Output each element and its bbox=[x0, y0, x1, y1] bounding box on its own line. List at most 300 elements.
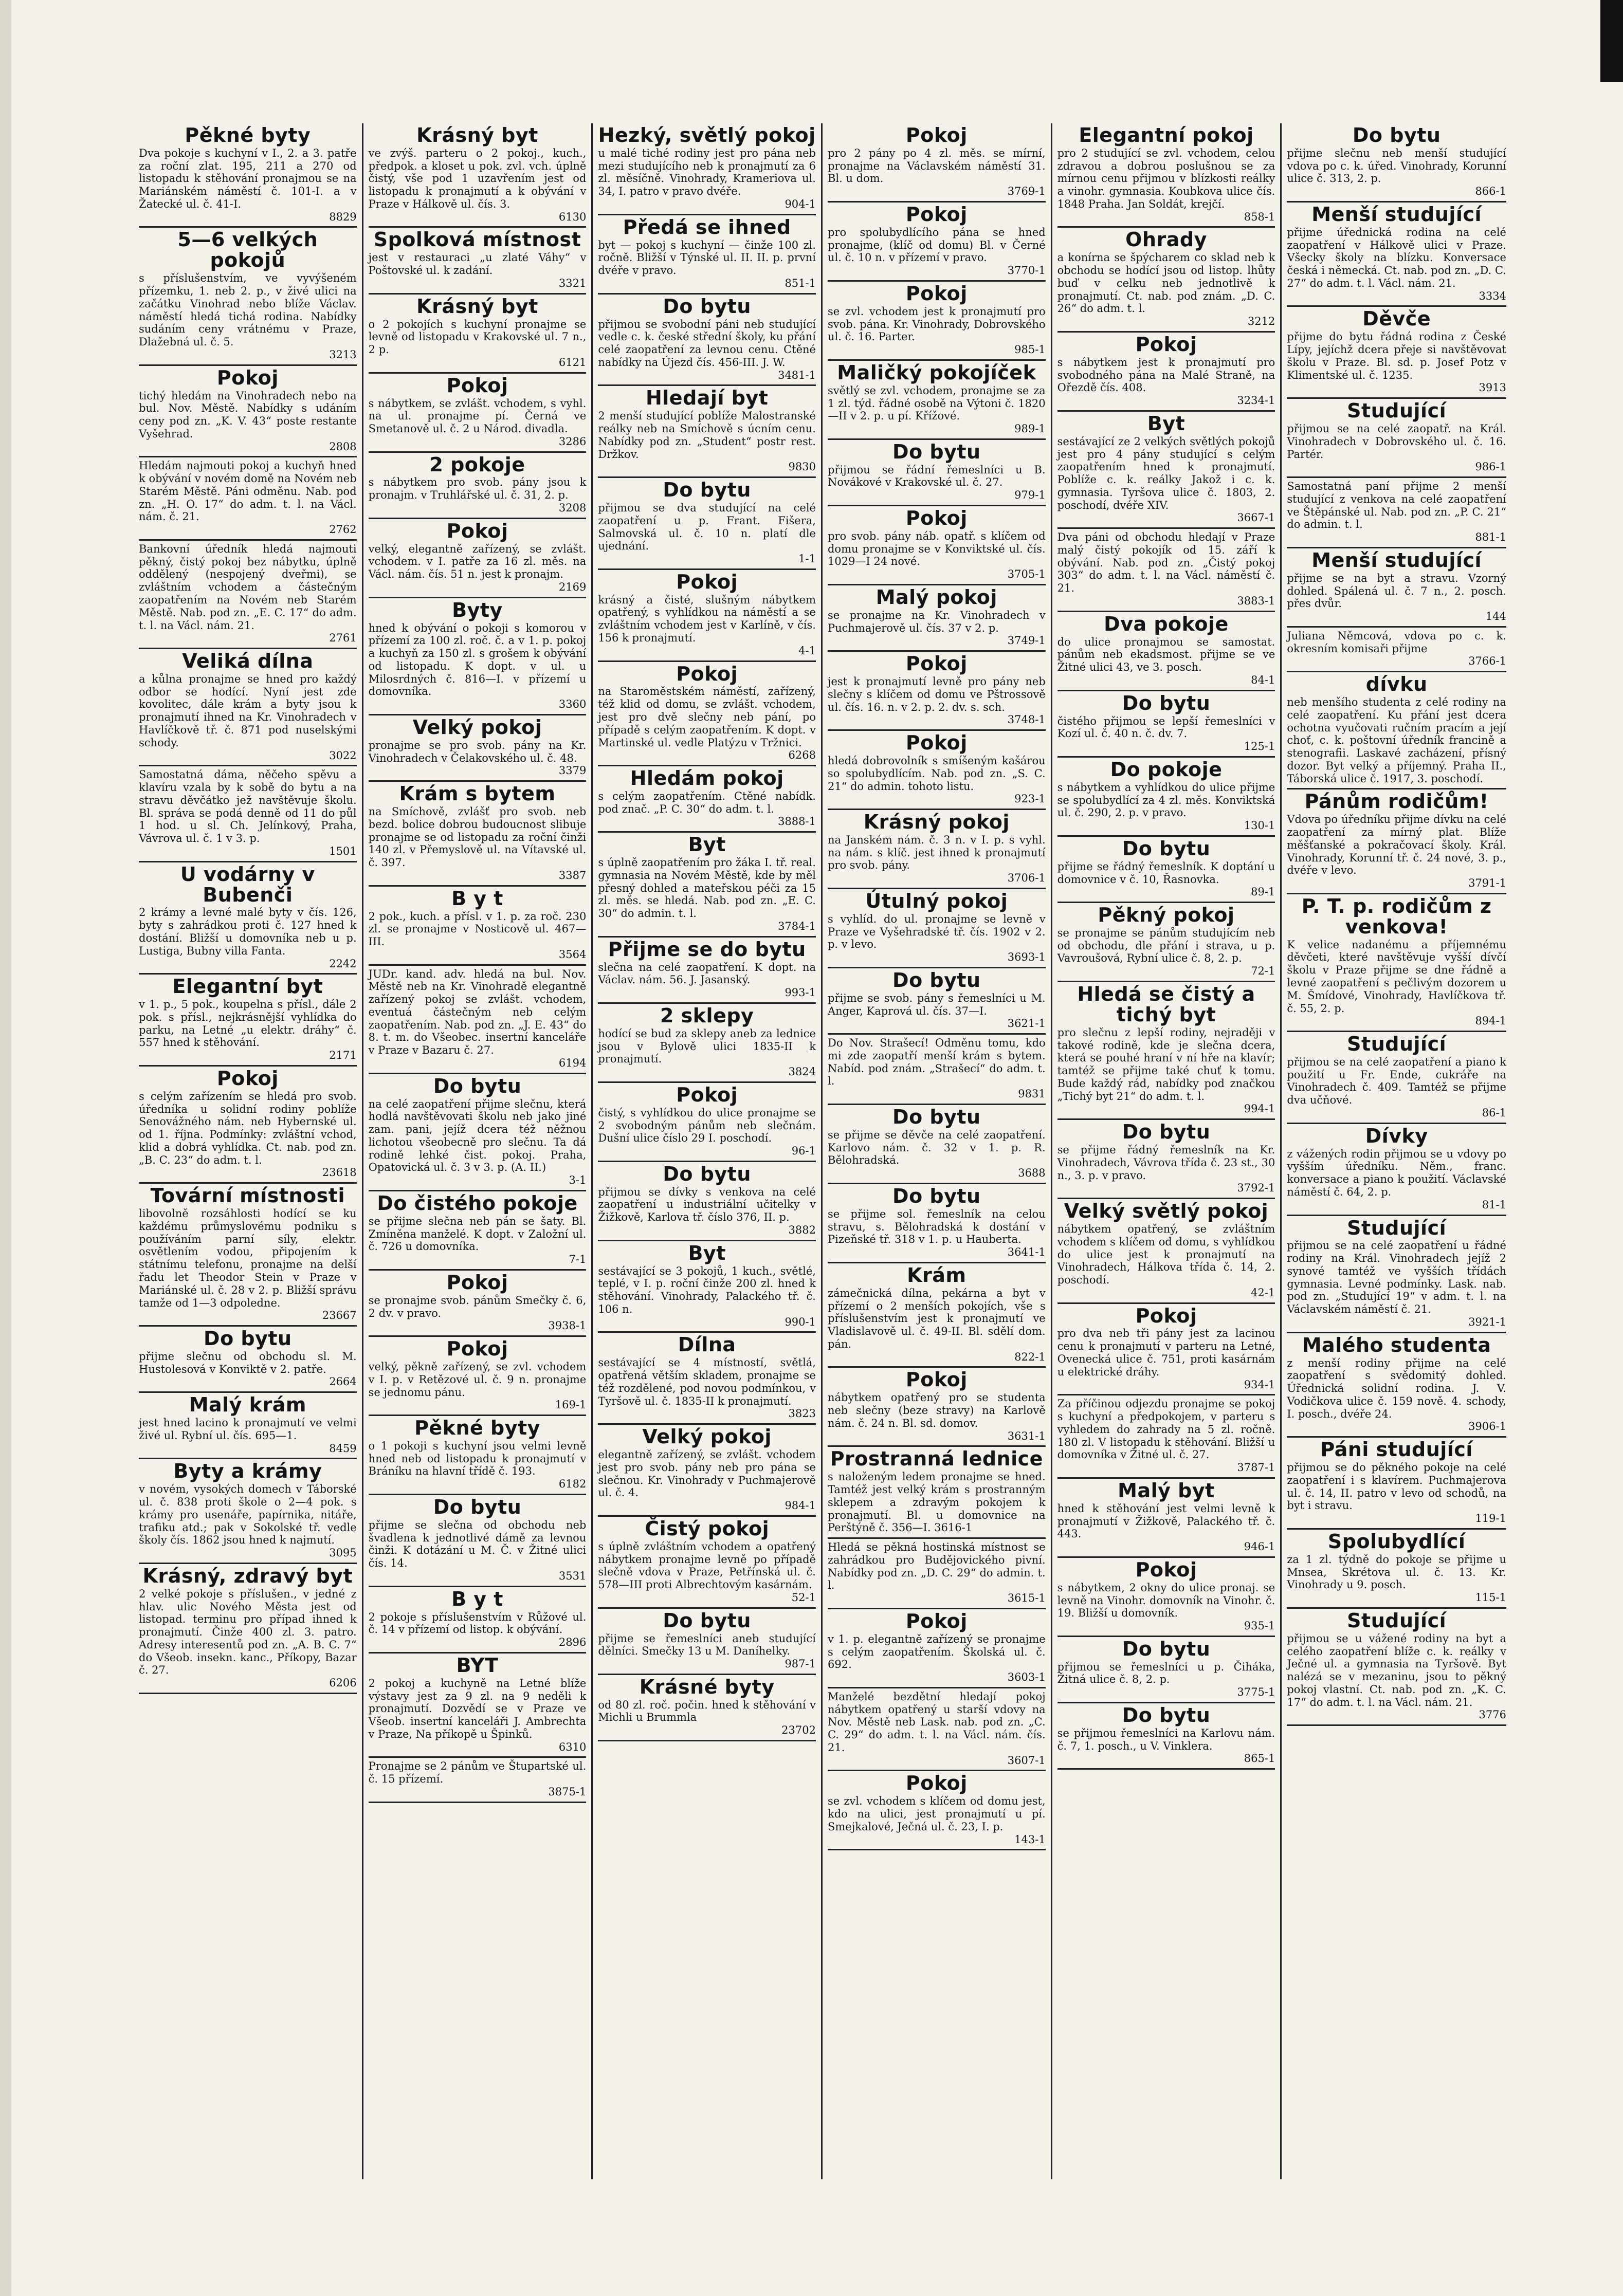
ad-code: 130-1 bbox=[1244, 819, 1275, 832]
ad-headline: Menší studující bbox=[1311, 203, 1482, 226]
ad-code: 3615-1 bbox=[1007, 1592, 1046, 1605]
classified-ad bbox=[1287, 894, 1506, 1032]
ad-headline: Velký světlý pokoj bbox=[1064, 1200, 1269, 1223]
ad-text: 2 krámy a levné malé byty v čís. 126, byty s zahrádkou proti č. 127 hned k dostání. Bližší u domovníka neb u p. Lustiga, Bubny villa Fanta. bbox=[139, 906, 357, 957]
classified-ad bbox=[369, 966, 587, 1074]
ad-code: 3688 bbox=[1018, 1167, 1046, 1180]
ad-headline: Děvče bbox=[1362, 307, 1431, 330]
classified-ad bbox=[369, 374, 587, 453]
ad-headline: Krásný byt bbox=[416, 295, 538, 318]
classified-ad bbox=[1057, 982, 1275, 1120]
ad-text: s nábytkem pro svob. pány jsou k pronajm. v Truhlářské ul. č. 31, 2. p. bbox=[368, 476, 587, 502]
ad-headline: Do bytu bbox=[433, 1496, 522, 1519]
ad-headline: Pěkné byty bbox=[185, 124, 311, 146]
classified-ad bbox=[1057, 1304, 1275, 1396]
ad-headline: Maličký pokojíček bbox=[837, 361, 1036, 384]
ad-headline: Předá se ihned bbox=[623, 215, 791, 238]
classified-ad bbox=[828, 1184, 1046, 1263]
classified-ad bbox=[828, 1688, 1046, 1772]
classified-ad bbox=[828, 361, 1046, 440]
ad-code: 935-1 bbox=[1244, 1620, 1275, 1632]
ad-headline: Hledám pokoj bbox=[630, 767, 784, 790]
classified-ad bbox=[828, 1771, 1046, 1850]
ad-headline: Pokoj bbox=[905, 1609, 968, 1632]
classified-ad bbox=[1287, 1124, 1506, 1216]
ad-code: 6130 bbox=[558, 210, 587, 223]
ad-text: s nábytkem, se zvlášt. vchodem, s vyhl. na ul. pronajme pí. Černá ve Smetanově ul. č. 2 u Národ. divadla. bbox=[368, 397, 587, 435]
ad-text: přijmou se svobodní páni neb studující vedle c. k. české střední školy, ku přání celé zaopatření za levnou cenu. Ctěné nabídky na Újezd čís. 456-III. J. W. bbox=[598, 318, 816, 369]
classified-ad bbox=[828, 1609, 1046, 1688]
classified-ad bbox=[1287, 399, 1506, 478]
ad-text: krásný a čisté, slušným nábytkem opatřený, s vyhlídkou na náměstí a se zvláštním vchodem jest v Karlíně, v čís. 156 k pronajmutí. bbox=[598, 593, 816, 645]
ad-code: 3770-1 bbox=[1007, 264, 1046, 277]
classified-ad bbox=[369, 1191, 587, 1271]
ad-code: 3883-1 bbox=[1237, 595, 1275, 607]
classified-ad bbox=[1057, 412, 1275, 529]
classified-ad bbox=[828, 652, 1046, 731]
ad-code: 3321 bbox=[558, 277, 587, 289]
ad-code: 3607-1 bbox=[1007, 1754, 1046, 1767]
classified-ad bbox=[1287, 123, 1506, 203]
ad-headline: Pokoj bbox=[905, 652, 968, 675]
classified-ad bbox=[828, 968, 1046, 1035]
classified-ad bbox=[1057, 1479, 1275, 1558]
ad-text: Juliana Němcová, vdova po c. k. okresním komisaři přijme bbox=[1287, 629, 1506, 655]
classified-ad bbox=[1287, 1216, 1506, 1333]
ad-headline: Byt bbox=[688, 833, 726, 856]
ad-code: 987-1 bbox=[785, 1658, 816, 1670]
ad-code: 993-1 bbox=[785, 986, 816, 999]
ad-column-4 bbox=[823, 123, 1052, 2179]
ad-text: nábytkem opatřený, se zvláštním vchodem s klíčem od domu, s vyhlídkou do ulice jest k pronajmutí na Vinohradech, Hálkova třída č. 14, 2. poschodí. bbox=[1057, 1222, 1275, 1287]
ad-text: čistého přijmou se lepší řemeslníci v Kozí ul. č. 40 n. č. dv. 7. bbox=[1057, 714, 1275, 740]
ad-text: přijmou se u vážené rodiny na byt a celého zaopatření blíže c. k. reálky v Ječné ul. a gymnasia na Tyršově. Byt nalézá se v mezaninu, jsou to pěkný pokoj vlastní. Ct. nab. pod zn. „K. C. 17“ do adm. t. l. na Václ. nám. 21. bbox=[1287, 1632, 1506, 1709]
ad-code: 3667-1 bbox=[1237, 511, 1275, 524]
ad-headline: Do bytu bbox=[204, 1327, 292, 1350]
ad-headline: 5—6 velkých pokojů bbox=[177, 228, 318, 272]
classified-ad bbox=[1057, 758, 1275, 837]
ad-code: 81-1 bbox=[1482, 1198, 1506, 1211]
ad-headline: Pokoj bbox=[216, 1067, 279, 1090]
classified-ad bbox=[828, 506, 1046, 585]
classified-ad bbox=[828, 440, 1046, 506]
ad-column-3 bbox=[593, 123, 823, 2179]
ad-code: 2761 bbox=[329, 632, 357, 645]
ad-text: u malé tiché rodiny jest pro pána neb mezi studujícího neb k pronajmutí za 6 zl. měsíčně. Vinohrady, Krameriova ul. 34, I. patro v pravo dvéře. bbox=[598, 146, 816, 198]
ad-text: přijme slečnu od obchodu sl. M. Hustolesová v Konviktě v 2. patře. bbox=[139, 1350, 357, 1375]
ad-text: 2 pok., kuch. a přísl. v 1. p. za roč. 230 zl. se pronajme v Nosticově ul. 467—III. bbox=[368, 910, 587, 948]
classified-ad bbox=[369, 228, 587, 294]
ad-text: Samostatná dáma, něčeho spěvu a klavíru vzala by k sobě do bytu a na stravu děvčátko jež navštěvuje školu. Bl. správa se podá denně od 11 do půl 1 hod. u sl. Ch. Jelínkový, Praha, Vávrova ul. č. 1 v 3. p. bbox=[139, 768, 357, 845]
ad-text: s vyhlíd. do ul. pronajme se levně v Praze ve Vyšehradské tř. čís. 1902 v 2. p. v levo. bbox=[827, 912, 1046, 951]
ad-code: 3481-1 bbox=[778, 369, 816, 381]
ad-headline: Prostranná lednice bbox=[830, 1447, 1043, 1471]
classified-ad bbox=[139, 1327, 357, 1393]
ad-text: na celé zaopatření přijme slečnu, která hodlá navštěvovati školu neb jako jiné zam. pani, jejíž dcera též něžnou lichotou všeobecně pro slečnu. Ta dá rodině lehké čist. pokoj. Praha, Opatovická ul. č. 3 v 3. p. (A. II.) bbox=[368, 1097, 587, 1174]
ad-headline: BYT bbox=[456, 1654, 499, 1677]
ad-text: se přijme sol. řemeslník na celou stravu, s. Bělohradská k dostání v Pizeňské tř. 318 v 1. p. u Hauberta. bbox=[827, 1207, 1046, 1246]
ad-code: 3792-1 bbox=[1237, 1182, 1275, 1195]
ad-text: a kůlna pronajme se hned pro každý odbor se hodící. Nyní jest zde kovolitec, dále krám a byty jsou k pronajmutí ihned na Kr. Vinohradech v Havlíčkově tř. č. 871 pod nuselskými schody. bbox=[139, 672, 357, 749]
ad-text: přijme se řádný řemeslník. K doptání u domovnice v č. 10, Řasnovka. bbox=[1057, 860, 1275, 886]
ad-text: přijmou se řemeslníci u p. Čiháka, Žitná ulice č. 8, 2. p. bbox=[1057, 1660, 1275, 1686]
ad-code: 2762 bbox=[329, 523, 357, 536]
ad-code: 3769-1 bbox=[1007, 185, 1046, 198]
ad-text: z vážených rodin přijmou se u vdovy po vyšším úředníku. Něm., franc. konversace a piano k použití. Václavské náměstí č. 64, 2. p. bbox=[1287, 1147, 1506, 1198]
ad-text: s nábytkem jest k pronajmutí pro svobodného pána na Malé Straně, na Ořezdě čís. 408. bbox=[1057, 356, 1275, 394]
ad-text: Manželé bezdětní hledají pokoj nábytkem opatřený u starší vdovy na Nov. Městě neb Lask. nab. pod zn. „C. C. 29“ do adm. t. l. na Václ. nám. čís. 21. bbox=[827, 1690, 1046, 1754]
ad-headline: Pánům rodičům! bbox=[1304, 790, 1489, 813]
ad-code: 6194 bbox=[558, 1056, 587, 1069]
ad-text: se pronajme na Kr. Vinohradech v Puchmajerově ul. čís. 37 v 2. p. bbox=[827, 609, 1046, 634]
classified-ad bbox=[139, 862, 357, 975]
ad-text: Za příčinou odjezdu pronajme se pokoj s kuchyní a předpokojem, v parteru s vyhledem do zahrady na 5 zl. ročně. 180 zl. V listopadu k stěhování. Bližší u domovníka v Žitné ul. č. 27. bbox=[1057, 1398, 1275, 1461]
ad-headline: Pokoj bbox=[905, 731, 968, 755]
classified-ad bbox=[598, 570, 816, 662]
ad-text: na Staroměstském náměstí, zařízený, též klid od domu, se zvlášt. vchodem, jest pro dvě slečny neb pání, po případě s celým zaopatřením. K dopt. v Martinské ul. vedle Platýzu v Tržnici. bbox=[598, 685, 816, 749]
ad-headline: Pokoj bbox=[905, 507, 968, 529]
ad-code: 6121 bbox=[558, 356, 587, 369]
ad-code: 3748-1 bbox=[1007, 713, 1046, 726]
classified-ad bbox=[1057, 333, 1275, 412]
ad-headline: Do bytu bbox=[663, 295, 751, 318]
ad-text: s úplně zaopatřením pro žáka I. tř. real. gymnasia na Novém Městě, kde by měl přesný dohled a mateřskou péči za 15 zl. měs. se hledá. Nab. pod zn. „E. C. 30“ do admin. t. l. bbox=[598, 856, 816, 920]
ad-text: Hledá se pěkná hostinská místnost se zahrádkou pro Budějovického pivní. Nabídky pod zn. „D. C. 29“ do admin. t. l. bbox=[827, 1541, 1046, 1592]
ad-code: 86-1 bbox=[1482, 1107, 1506, 1119]
ad-text: Dva pokoje s kuchyní v I., 2. a 3. patře za roční zlat. 195, 211 a 270 od listopadu k stěhování pronajmou se na Mariánském náměstí č. 101-I. a v Žatecké ul. č. 41-I. bbox=[139, 146, 357, 210]
ad-headline: Byt bbox=[688, 1241, 726, 1264]
ad-text: se přijme řádný řemeslník na Kr. Vinohradech, Vávrova třída č. 23 st., 30 n., 3. p. v pravo. bbox=[1057, 1144, 1275, 1182]
ad-headline: Do bytu bbox=[892, 1184, 981, 1207]
ad-text: pro 2 studující se zvl. vchodem, celou zdravou a dobrou poslušnou se za mírnou cenu přijmou v blízkosti reálky a vinohr. gymnasia. Koubkova ulice čís. 1848 Praha. Jan Soldát, krejčí. bbox=[1057, 146, 1275, 210]
ad-text: světlý se zvl. vchodem, pronajme se za 1 zl. týd. řádné osobě na Výtoni č. 1820—II v 2. p. u pí. Křížové. bbox=[827, 384, 1046, 423]
ad-headline: Do bytu bbox=[663, 1162, 751, 1185]
ad-headline: Krám bbox=[907, 1263, 966, 1287]
ad-headline: Pokoj bbox=[1135, 1304, 1197, 1327]
ad-code: 144 bbox=[1485, 610, 1506, 623]
ad-code: 3693-1 bbox=[1007, 951, 1046, 964]
ad-code: 3775-1 bbox=[1237, 1686, 1275, 1699]
ad-headline: Útulný pokoj bbox=[865, 890, 1008, 912]
ad-headline: dívku bbox=[1365, 673, 1428, 696]
classified-ad bbox=[139, 366, 357, 458]
ad-code: 3286 bbox=[558, 435, 587, 448]
ad-text: hodící se bud za sklepy aneb za lednice jsou v Bylově ulici 1835-II k pronajmutí. bbox=[598, 1027, 816, 1066]
classified-ad bbox=[828, 1105, 1046, 1184]
ad-text: v 1. p., 5 pok., koupelna s přísl., dále 2 pok. s přísl., nejkrásnější vyhlídka do parku, na Letné „u elektr. dráhy“ č. 557 hned k stěhování. bbox=[139, 998, 357, 1049]
ad-code: 881-1 bbox=[1475, 531, 1506, 544]
classified-ad bbox=[828, 1035, 1046, 1105]
ad-headline: Menší studující bbox=[1311, 548, 1482, 572]
ad-text: na Janském nám. č. 3 n. v I. p. s vyhl. na nám. s klíč. jest ihned k pronajmutí pro svob. pány. bbox=[827, 833, 1046, 872]
ad-text: 2 velké pokoje s příslušen., v jedné z hlav. ulic Nového Města jest od listopad. terminu pro případ ihned k pronajmutí. Činže 400 zl. 3. patro. Adresy interesentů pod zn. „A. B. C. 7“ do Všeob. insekn. kanc., Příkopy, Bazar č. 27. bbox=[139, 1587, 357, 1677]
classified-ad bbox=[828, 1447, 1046, 1539]
ad-code: 3208 bbox=[558, 502, 587, 514]
ad-text: přijmou se do pěkného pokoje na celé zaopatření i s klavírem. Puchmajerova ul. č. 14, II. patro v levo od schodů, na byt i stravu. bbox=[1287, 1461, 1506, 1512]
classified-ad bbox=[598, 662, 816, 766]
ad-code: 3913 bbox=[1479, 381, 1506, 394]
ad-headline: Pokoj bbox=[905, 1772, 968, 1795]
ad-text: velký, pěkně zařízený, se zvl. vchodem v I. p. v Retězové ul. č. 9 n. pronajme se jednomu pánu. bbox=[368, 1361, 587, 1399]
ad-headline: Do bytu bbox=[663, 479, 751, 502]
ad-code: 894-1 bbox=[1475, 1015, 1506, 1027]
ad-code: 3334 bbox=[1479, 289, 1506, 302]
classified-ad bbox=[1057, 1199, 1275, 1303]
ad-text: přijme se svob. pány s řemeslníci u M. Anger, Kaprová ul. čís. 37—I. bbox=[827, 991, 1046, 1017]
ad-code: 9830 bbox=[788, 461, 816, 473]
ad-code: 3776 bbox=[1479, 1709, 1506, 1721]
ad-headline: Elegantní pokoj bbox=[1079, 124, 1254, 146]
ad-text: libovolně rozsáhlosti hodící se ku každému průmyslovému podniku s používáním parní síly, elektr. osvětlením vodou, připojením k státnímu telefonu, pronajme na delší řadu let Theodor Stein v Praze v Mariánské ul. č. 28 v 2. p. Bližší správu tamže od 1—3 odpoledne. bbox=[139, 1207, 357, 1309]
ad-headline: Dívky bbox=[1365, 1124, 1428, 1147]
classified-ad bbox=[828, 203, 1046, 282]
classified-ad bbox=[139, 228, 357, 365]
classified-ad bbox=[369, 519, 587, 598]
ad-headline: Ohrady bbox=[1125, 228, 1207, 251]
ad-headline: Do bytu bbox=[433, 1074, 522, 1097]
ad-code: 4-1 bbox=[798, 644, 816, 657]
ad-headline: Hledají byt bbox=[645, 387, 769, 410]
ad-headline: Pěkné byty bbox=[414, 1417, 540, 1440]
ad-code: 52-1 bbox=[791, 1591, 816, 1604]
ad-headline: Přijme se do bytu bbox=[608, 938, 806, 961]
ad-headline: Do bytu bbox=[1122, 1121, 1211, 1144]
ad-text: hned k stěhování jest velmi levně k pronajmutí v Žižkově, Palackého tř. č. 443. bbox=[1057, 1502, 1275, 1540]
classified-ad bbox=[598, 1517, 816, 1609]
ad-headline: Pěkný pokoj bbox=[1098, 904, 1235, 927]
ad-headline: Krásný, zdravý byt bbox=[142, 1564, 353, 1587]
ad-code: 42-1 bbox=[1251, 1286, 1275, 1299]
classified-ad bbox=[598, 833, 816, 937]
ad-headline: Do pokoje bbox=[1110, 758, 1223, 781]
ad-code: 822-1 bbox=[1014, 1350, 1046, 1363]
ad-code: 3095 bbox=[329, 1547, 357, 1559]
ad-code: 23667 bbox=[322, 1309, 357, 1322]
classified-ad bbox=[598, 123, 816, 215]
classified-ad bbox=[369, 1416, 587, 1495]
classified-ad bbox=[139, 1184, 357, 1327]
ad-headline: Studující bbox=[1347, 1216, 1447, 1239]
ad-text: byt — pokoj s kuchyní — činže 100 zl. ročně. Bližší v Týnské ul. II. II. p. první dvéře v pravo. bbox=[598, 238, 816, 277]
ad-code: 1501 bbox=[329, 844, 357, 857]
ad-code: 6310 bbox=[558, 1740, 587, 1753]
ad-headline: Pokoj bbox=[676, 1083, 738, 1106]
ad-headline: Do bytu bbox=[892, 1105, 981, 1128]
ad-text: elegantně zařízený, se zvlášt. vchodem jest pro svob. pány neb pro pána se slečnou. Kr. Vinohrady v Puchmajerově ul. č. 4. bbox=[598, 1448, 816, 1499]
ad-text: 2 pokoj a kuchyně na Letné blíže výstavy jest za 9 zl. na 9 neděli k pronajmutí. Dozvědí se v Praze ve Všeob. insertní kanceláři J. Ambrechta v Praze, Na příkopě u Špinků. bbox=[368, 1677, 587, 1740]
ad-text: sestávající se 3 pokojů, 1 kuch., světlé, teplé, v I. p. roční činže 200 zl. hned k stěhování. Vinohrady, Palackého tř. č. 106 n. bbox=[598, 1264, 816, 1315]
ad-text: o 1 pokoji s kuchyní jsou velmi levně hned neb od listopadu k pronajmutí v Bráníku na hlavní třídě č. 193. bbox=[368, 1439, 587, 1478]
classified-ad bbox=[828, 585, 1046, 652]
ad-code: 2664 bbox=[329, 1375, 357, 1388]
ad-code: 2171 bbox=[329, 1049, 357, 1062]
ad-text: jest hned lacino k pronajmutí ve velmi živé ul. Rybní ul. čís. 695—1. bbox=[139, 1417, 357, 1442]
ad-headline: Do bytu bbox=[1352, 124, 1441, 146]
ad-text: se přijme se děvče na celé zaopatření. Karlovo nám. č. 32 v 1. p. R. Bělohradská. bbox=[827, 1128, 1046, 1167]
ad-column-2 bbox=[363, 123, 593, 2179]
classified-ad bbox=[369, 123, 587, 228]
ad-headline: Do bytu bbox=[1122, 1703, 1211, 1726]
classified-ad bbox=[828, 282, 1046, 361]
ad-text: hned k obývání o pokoji s komorou v přízemí za 100 zl. roč. č. a v 1. p. pokoj a kuchyň za 150 zl. s grošem k obývání od listopadu. K dopt. v ul. u Milosrdných č. 816—I. v přízemí u domovníka. bbox=[368, 621, 587, 698]
ad-headline: Pokoj bbox=[446, 1337, 508, 1361]
ad-code: 3705-1 bbox=[1007, 568, 1046, 581]
classified-ad bbox=[598, 1609, 816, 1675]
ad-code: 946-1 bbox=[1244, 1540, 1275, 1553]
ad-headline: Veliká dílna bbox=[182, 650, 314, 673]
classified-ad bbox=[1287, 478, 1506, 548]
ad-code: 3603-1 bbox=[1007, 1671, 1046, 1684]
classified-ad bbox=[1287, 628, 1506, 672]
ad-headline: Do bytu bbox=[1122, 691, 1211, 714]
ad-text: Do Nov. Strašecí! Odměnu tomu, kdo mi zde zaopatří menší krám s bytem. Nabíd. pod znám. „Strašecí“ do adm. t. l. bbox=[827, 1037, 1046, 1088]
ad-text: pro spolubydlícího pána se hned pronajme, (klíč od domu) Bl. v Černé ul. č. 10 n. v přízemí v pravo. bbox=[827, 226, 1046, 264]
classified-ad bbox=[369, 295, 587, 374]
ad-headline: Hezký, světlý pokoj bbox=[598, 124, 816, 146]
classified-ad bbox=[1287, 203, 1506, 307]
ad-text: v novém, vysokých domech v Táborské ul. č. 838 proti škole o 2—4 pok. s krámy pro usenáře, papírnika, nitáře, trafiku atd.; pak v Sokolské tř. vedle školy čís. 1862 jsou hned k najmutí. bbox=[139, 1483, 357, 1547]
classified-ad bbox=[139, 123, 357, 228]
classified-ad bbox=[369, 1587, 587, 1654]
ad-text: nábytkem opatřený pro se studenta neb slečny (beze stravy) na Karlově nám. č. 24 n. Bl. sd. domov. bbox=[827, 1391, 1046, 1429]
classified-ad bbox=[139, 1393, 357, 1459]
ad-code: 3882 bbox=[788, 1223, 816, 1236]
ad-headline: Malý pokoj bbox=[876, 585, 997, 609]
ad-code: 989-1 bbox=[1014, 423, 1046, 435]
classified-ad bbox=[598, 938, 816, 1004]
ad-text: za 1 zl. týdně do pokoje se přijme u Mnsea, Skrétova ul. č. 13. Kr. Vinohrady u 9. posch. bbox=[1287, 1553, 1506, 1591]
classified-ad bbox=[369, 1337, 587, 1416]
ad-code: 2169 bbox=[558, 580, 587, 593]
ad-code: 2896 bbox=[558, 1636, 587, 1649]
ad-text: pronajme se pro svob. pány na Kr. Vinohradech v Čelakovského ul. č. 48. bbox=[368, 739, 587, 764]
ad-text: přijmou se dva studující na celé zaopatření u p. Frant. Fišera, Salmovská ul. č. 10 n. platí dle ujednání. bbox=[598, 502, 816, 553]
ad-code: 3379 bbox=[558, 764, 587, 777]
ad-headline: Do bytu bbox=[663, 1609, 751, 1632]
ad-headline: Studující bbox=[1347, 399, 1447, 423]
ad-headline: U vodárny v Bubenči bbox=[180, 862, 315, 906]
ad-text: Bankovní úředník hledá najmouti pěkný, čistý pokoj bez nábytku, úplně oddělený (nespojený dveřmi), se zvláštním vchodem a částečným zaopatřením na Novém neb Starém Městě. Nab. pod zn. „E. C. 17“ do adm. t. l. na Václ. nám. 21. bbox=[139, 542, 357, 632]
classified-ad bbox=[1057, 1637, 1275, 1703]
classified-ad bbox=[598, 766, 816, 833]
ad-text: přijmou se dívky s venkova na celé zaopatření u industriální učitelky v Žižkově, Karlova tř. číslo 376, II. p. bbox=[598, 1185, 816, 1224]
ad-headline: Dva pokoje bbox=[1104, 612, 1229, 635]
ad-code: 3213 bbox=[329, 348, 357, 361]
ad-headline: Pokoj bbox=[905, 282, 968, 305]
ad-code: 979-1 bbox=[1014, 489, 1046, 502]
ad-text: Dva páni od obchodu hledají v Praze malý čistý pokojík od 15. září k obývání. Nab. pod zn. „Čistý pokoj 303“ do adm. t. l. na Václ. náměstí č. 21. bbox=[1057, 531, 1275, 595]
ad-code: 3387 bbox=[558, 869, 587, 881]
classified-ad bbox=[1287, 1333, 1506, 1438]
ad-text: pro dva neb tři pány jest za lacinou cenu k pronajmutí v parteru na Letné, Ovenecká ulice č. 751, proti kasárnám u elektrické dráhy. bbox=[1057, 1327, 1275, 1378]
ad-headline: Krásný pokoj bbox=[863, 811, 1010, 834]
classified-ad bbox=[139, 975, 357, 1067]
ad-text: přijme úřednická rodina na celé zaopatření v Hálkově ulici v Praze. Všecky školy na blízku. Konversace česká i německá. Ct. nab. pod zn. „D. C. 27“ do adm. t. l. Václ. nám. 21. bbox=[1287, 226, 1506, 289]
ad-text: se přijmou řemeslníci na Karlovu nám. č. 7, 1. posch., u V. Vinklera. bbox=[1057, 1726, 1275, 1752]
ad-headline: Studující bbox=[1347, 1609, 1447, 1632]
ad-text: 2 menší studující poblíže Malostranské reálky neb na Smíchově s úcním cenu. Nabídky pod zn. „Student“ postr rest. Držkov. bbox=[598, 410, 816, 461]
classified-ad bbox=[1287, 548, 1506, 628]
ad-headline: Čistý pokoj bbox=[645, 1517, 770, 1540]
ad-code: 2808 bbox=[329, 440, 357, 453]
ad-code: 904-1 bbox=[785, 197, 816, 210]
classified-ad bbox=[598, 215, 816, 295]
classified-ad bbox=[139, 457, 357, 541]
classified-ad bbox=[1287, 1032, 1506, 1124]
ad-text: ve zvýš. parteru o 2 pokoj., kuch., předpok. a kloset u pok. zvl. vch. úplně čistý, vše pod 1 uzavřením jest od listopadu k pronajmutí a k obývání v Praze v Hálkově ul. čís. 3. bbox=[368, 146, 587, 210]
ad-code: 3888-1 bbox=[778, 815, 816, 828]
ad-headline: Krásné byty bbox=[639, 1675, 775, 1698]
ad-text: hledá dobrovolník s smíšeným kašárou so spolubydlícím. Nab. pod zn. „S. C. 21“ do admin. tohoto listu. bbox=[827, 754, 1046, 793]
ad-text: Hledám najmouti pokoj a kuchyň hned k obývání v novém domě na Novém neb Starém Městě. Páni odměnu. Nab. pod zn. „H. O. 17“ do adm. t. l. na Václ. nám. č. 21. bbox=[139, 460, 357, 523]
classified-ad bbox=[369, 1758, 587, 1803]
ad-headline: Pokoj bbox=[676, 570, 738, 593]
ad-text: tichý hledám na Vinohradech nebo na bul. Nov. Městě. Nabídky s udáním ceny pod zn. „K. V. 43“ poste restante Vyšehrad. bbox=[139, 389, 357, 440]
classified-ad bbox=[598, 1241, 816, 1333]
ad-text: s celým zaopatřením. Ctěné nabídk. pod znač. „P. C. 30“ do adm. t. l. bbox=[598, 789, 816, 815]
classified-ad bbox=[1287, 1609, 1506, 1726]
ad-code: 3824 bbox=[788, 1066, 816, 1078]
ad-text: se pronajme svob. pánům Smečky č. 6, 2 dv. v pravo. bbox=[368, 1294, 587, 1319]
ad-text: čistý, s vyhlídkou do ulice pronajme se 2 svobodným pánům neb slečnám. Dušní ulice číslo 29 I. poschodí. bbox=[598, 1106, 816, 1145]
classified-ad bbox=[369, 887, 587, 966]
ad-text: pro slečnu z lepší rodiny, nejraději v takové rodině, kde je slečna dcera, která se pouhé hraní v ní hře na klavír; tamtéž se přijme také chuť k tomu. Bude každý rád, nabídky pod značkou „Tichý byt 21“ do adm. t. l. bbox=[1057, 1026, 1275, 1103]
classified-ad bbox=[369, 598, 587, 715]
classified-ad bbox=[1057, 1703, 1275, 1770]
ad-code: 3641-1 bbox=[1007, 1246, 1046, 1259]
ad-code: 3784-1 bbox=[778, 920, 816, 932]
ad-text: s nábytkem a vyhlídkou do ulice přijme se spolubydlící za 4 zl. měs. Konviktská ul. č. 290, 2. p. v pravo. bbox=[1057, 781, 1275, 819]
classified-ad bbox=[828, 123, 1046, 203]
ad-text: sestávající se 4 místností, světlá, opatřená větším skladem, pronajme se též rozdělené, pod novou podmínkou, v Tyršově ul. č. 1835-II k pronajmutí. bbox=[598, 1356, 816, 1407]
ad-headline: Studující bbox=[1347, 1033, 1447, 1056]
ad-text: slečna na celé zaopatření. K dopt. na Václav. nám. 56. J. Jasanský. bbox=[598, 961, 816, 986]
classified-ad bbox=[1057, 1120, 1275, 1199]
ad-code: 866-1 bbox=[1475, 185, 1506, 198]
ad-headline: Pokoj bbox=[446, 519, 508, 542]
ad-headline: 2 pokoje bbox=[429, 453, 525, 476]
ad-headline: Dílna bbox=[678, 1333, 736, 1356]
ad-text: z menší rodiny přijme na celé zaopatření s svědomitý dohled. Úřednická solidní rodina. J. V. Vodičkova ulice č. 159 nově. 4. schody, I. posch., dvéře 24. bbox=[1287, 1356, 1506, 1420]
ad-code: 72-1 bbox=[1251, 965, 1275, 978]
ad-text: přijmou se na celé zaopatření u řádné rodiny na Král. Vinohradech jejíž 2 synové tamtéž ve vyšších třídách gymnasia. Levné podmínky. Lask. nab. pod zn. „Studující 19“ v adm. t. l. na Václavském náměstí č. 21. bbox=[1287, 1239, 1506, 1316]
classified-ad bbox=[369, 715, 587, 782]
classified-ad bbox=[828, 1368, 1046, 1447]
ad-code: 23702 bbox=[781, 1724, 816, 1737]
ad-headline: Velký pokoj bbox=[642, 1425, 772, 1448]
ad-headline: Malý byt bbox=[1118, 1479, 1215, 1502]
ad-code: 3212 bbox=[1247, 315, 1275, 328]
classified-ad bbox=[1057, 903, 1275, 982]
classified-ad bbox=[598, 386, 816, 478]
ad-text: do ulice pronajmou se samostat. pánům neb ekadsmost. přijme se ve Žitné ulici 43, ve 3. posch. bbox=[1057, 635, 1275, 674]
classified-ad bbox=[1287, 789, 1506, 894]
classified-ad bbox=[598, 478, 816, 570]
ad-text: přijmou se na celé zaopatření a piano k použití u Fr. Ende, cukráře na Vinohradech č. 409. Tamtéž se přijme dva učňové. bbox=[1287, 1055, 1506, 1107]
ad-text: jest k pronajmutí levně pro pány neb slečny s klíčem od domu ve Pštrossově ul. čís. 16. n. v 2. p. 2. dv. s. sch. bbox=[827, 675, 1046, 713]
ad-code: 3531 bbox=[558, 1569, 587, 1582]
ad-text: o 2 pokojích s kuchyní pronajme se levně od listopadu v Krakovské ul. 7 n., 2 p. bbox=[368, 318, 587, 356]
ad-code: 985-1 bbox=[1014, 343, 1046, 356]
ad-headline: Spolková místnost bbox=[373, 228, 581, 251]
ad-column-6 bbox=[1282, 123, 1511, 2179]
classified-ad bbox=[1287, 672, 1506, 789]
ad-code: 3921-1 bbox=[1468, 1315, 1506, 1328]
ad-headline: Pokoj bbox=[1135, 333, 1197, 356]
ad-headline: Do bytu bbox=[1122, 837, 1211, 860]
classified-ad bbox=[598, 1162, 816, 1241]
ad-text: pro 2 pány po 4 zl. měs. se mírní, pronajme na Václavském náměstí 31. Bl. u dom. bbox=[827, 146, 1046, 185]
